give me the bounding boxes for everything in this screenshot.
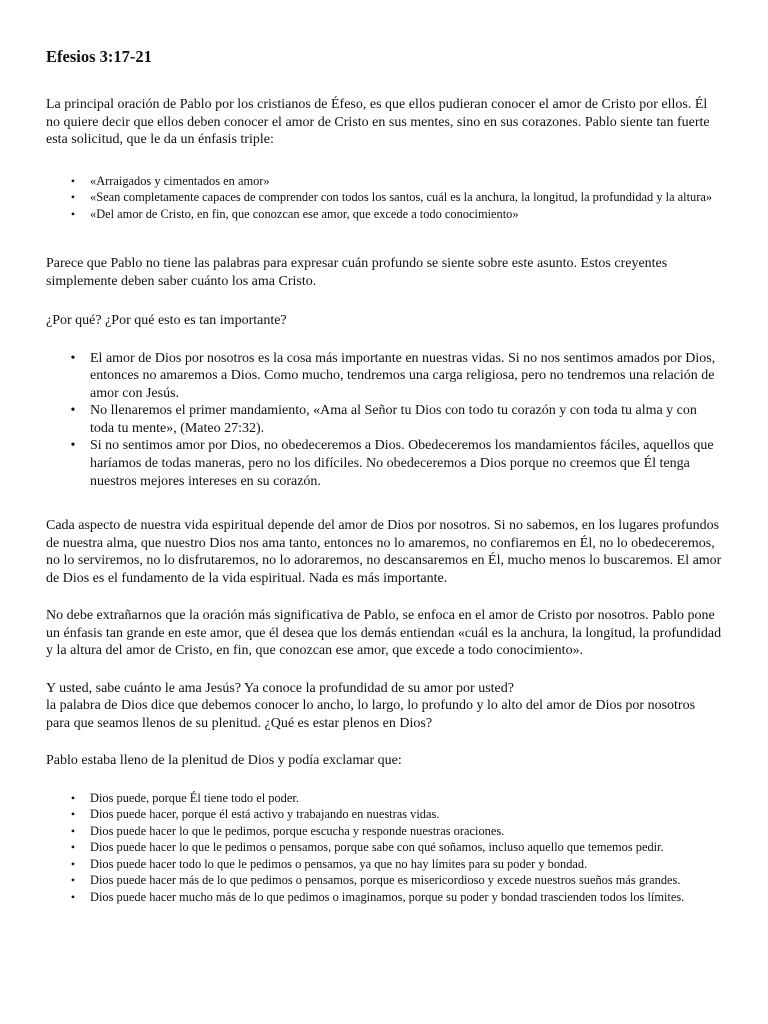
bullet-icon: • bbox=[70, 873, 76, 888]
paragraph: Pablo estaba lleno de la plenitud de Dios y podía exclamar que: bbox=[46, 753, 402, 769]
list-item: • Dios puede hacer, porque él está activo y trabajando en nuestras vidas. bbox=[90, 806, 722, 823]
bullet-icon: • bbox=[70, 840, 76, 855]
bullet-icon: • bbox=[70, 350, 76, 366]
bullet-icon: • bbox=[70, 206, 76, 221]
list-item: • El amor de Dios por nosotros es la cosa más importante en nuestras vidas. Si no nos sentimos amados por Dios, entonces no amaremos a Dios. Como mucho, tendremos una carga religiosa, pero no tendremos una relación de amor con Jesús. bbox=[90, 350, 722, 403]
list-item: • Dios puede hacer lo que le pedimos, porque escucha y responde nuestras oraciones. bbox=[90, 823, 722, 840]
bullet-icon: • bbox=[70, 790, 76, 805]
paragraph: Parece que Pablo no tiene las palabras para expresar cuán profundo se siente sobre este asunto. Estos creyentes simplemente deben saber cuánto los ama Cristo. bbox=[46, 256, 668, 289]
list-item: • «Del amor de Cristo, en fin, que conozcan ese amor, que excede a todo conocimiento» bbox=[90, 206, 722, 223]
list-item: • No llenaremos el primer mandamiento, «Ama al Señor tu Dios con todo tu corazón y con toda tu alma y con toda tu mente», (Mateo 27:32). bbox=[90, 402, 722, 437]
emphasis-list bbox=[46, 173, 722, 223]
list-item: • «Arraigados y cimentados en amor» bbox=[90, 173, 722, 190]
list-item: • Dios puede, porque Él tiene todo el poder. bbox=[90, 790, 722, 807]
reasons-list bbox=[46, 350, 722, 491]
list-item: • Dios puede hacer lo que le pedimos o pensamos, porque sabe con qué soñamos, incluso aquello que tememos pedir. bbox=[90, 839, 722, 856]
paragraph: ¿Por qué? ¿Por qué esto es tan importante? bbox=[46, 313, 287, 328]
list-item: • «Sean completamente capaces de comprender con todos los santos, cuál es la anchura, la longitud, la profundidad y la altura» bbox=[90, 189, 722, 206]
god-can-list bbox=[46, 790, 722, 906]
paragraph: la palabra de Dios dice que debemos conocer lo ancho, lo largo, lo profundo y lo alto del amor de Dios por nosotros para que seamos llenos de su plenitud. ¿Qué es estar plenos en Dios? bbox=[46, 698, 696, 731]
bullet-icon: • bbox=[70, 403, 76, 419]
bullet-icon: • bbox=[70, 889, 76, 904]
bullet-icon: • bbox=[70, 807, 76, 822]
list-item: • Dios puede hacer mucho más de lo que pedimos o imaginamos, porque su poder y bondad trascienden todos los límites. bbox=[90, 889, 722, 906]
page-title: Efesios 3:17-21 bbox=[46, 47, 152, 66]
paragraph: No debe extrañarnos que la oración más significativa de Pablo, se enfoca en el amor de Cristo por nosotros. Pablo pone un énfasis tan grande en este amor, que él desea que los demás entiendan «cuál es la anchura, la longitud, la profundidad y la altura del amor de Cristo, en fin, que conozcan ese amor, que excede a todo conocimiento». bbox=[46, 608, 722, 659]
paragraph: Cada aspecto de nuestra vida espiritual depende del amor de Dios por nosotros. Si no sabemos, en los lugares profundos de nuestra alma, que nuestro Dios nos ama tanto, entonces no lo amaremos, no confiaremos en Él, no lo obedeceremos, no lo serviremos, no lo disfrutaremos, no lo adoraremos, no descansaremos en Él, mucho menos lo buscaremos. El amor de Dios es el fundamento de la vida espiritual. Nada es más importante. bbox=[46, 518, 722, 586]
paragraph: Y usted, sabe cuánto le ama Jesús? Ya conoce la profundidad de su amor por usted? bbox=[46, 680, 514, 696]
bullet-icon: • bbox=[70, 190, 76, 204]
bullet-icon: • bbox=[70, 856, 76, 871]
bullet-icon: • bbox=[70, 173, 76, 188]
list-item: • Si no sentimos amor por Dios, no obedeceremos a Dios. Obedeceremos los mandamientos fáciles, aquellos que haríamos de todas maneras, pero no los difíciles. No obedeceremos a Dios porque no creemos que Él tenga nuestros mejores intereses en su corazón. bbox=[90, 437, 722, 490]
list-item: • Dios puede hacer todo lo que le pedimos o pensamos, ya que no hay límites para su poder y bondad. bbox=[90, 856, 722, 873]
list-item: • Dios puede hacer más de lo que pedimos o pensamos, porque es misericordioso y excede nuestros sueños más grandes. bbox=[90, 872, 722, 889]
bullet-icon: • bbox=[70, 823, 76, 838]
intro-paragraph: La principal oración de Pablo por los cristianos de Éfeso, es que ellos pudieran conocer el amor de Cristo por ellos. Él no quiere decir que ellos deben conocer el amor de Cristo en sus mentes, sino en sus corazones. Pablo siente tan fuerte esta solicitud, que le da un énfasis triple: bbox=[46, 97, 710, 147]
bullet-icon: • bbox=[70, 438, 76, 454]
